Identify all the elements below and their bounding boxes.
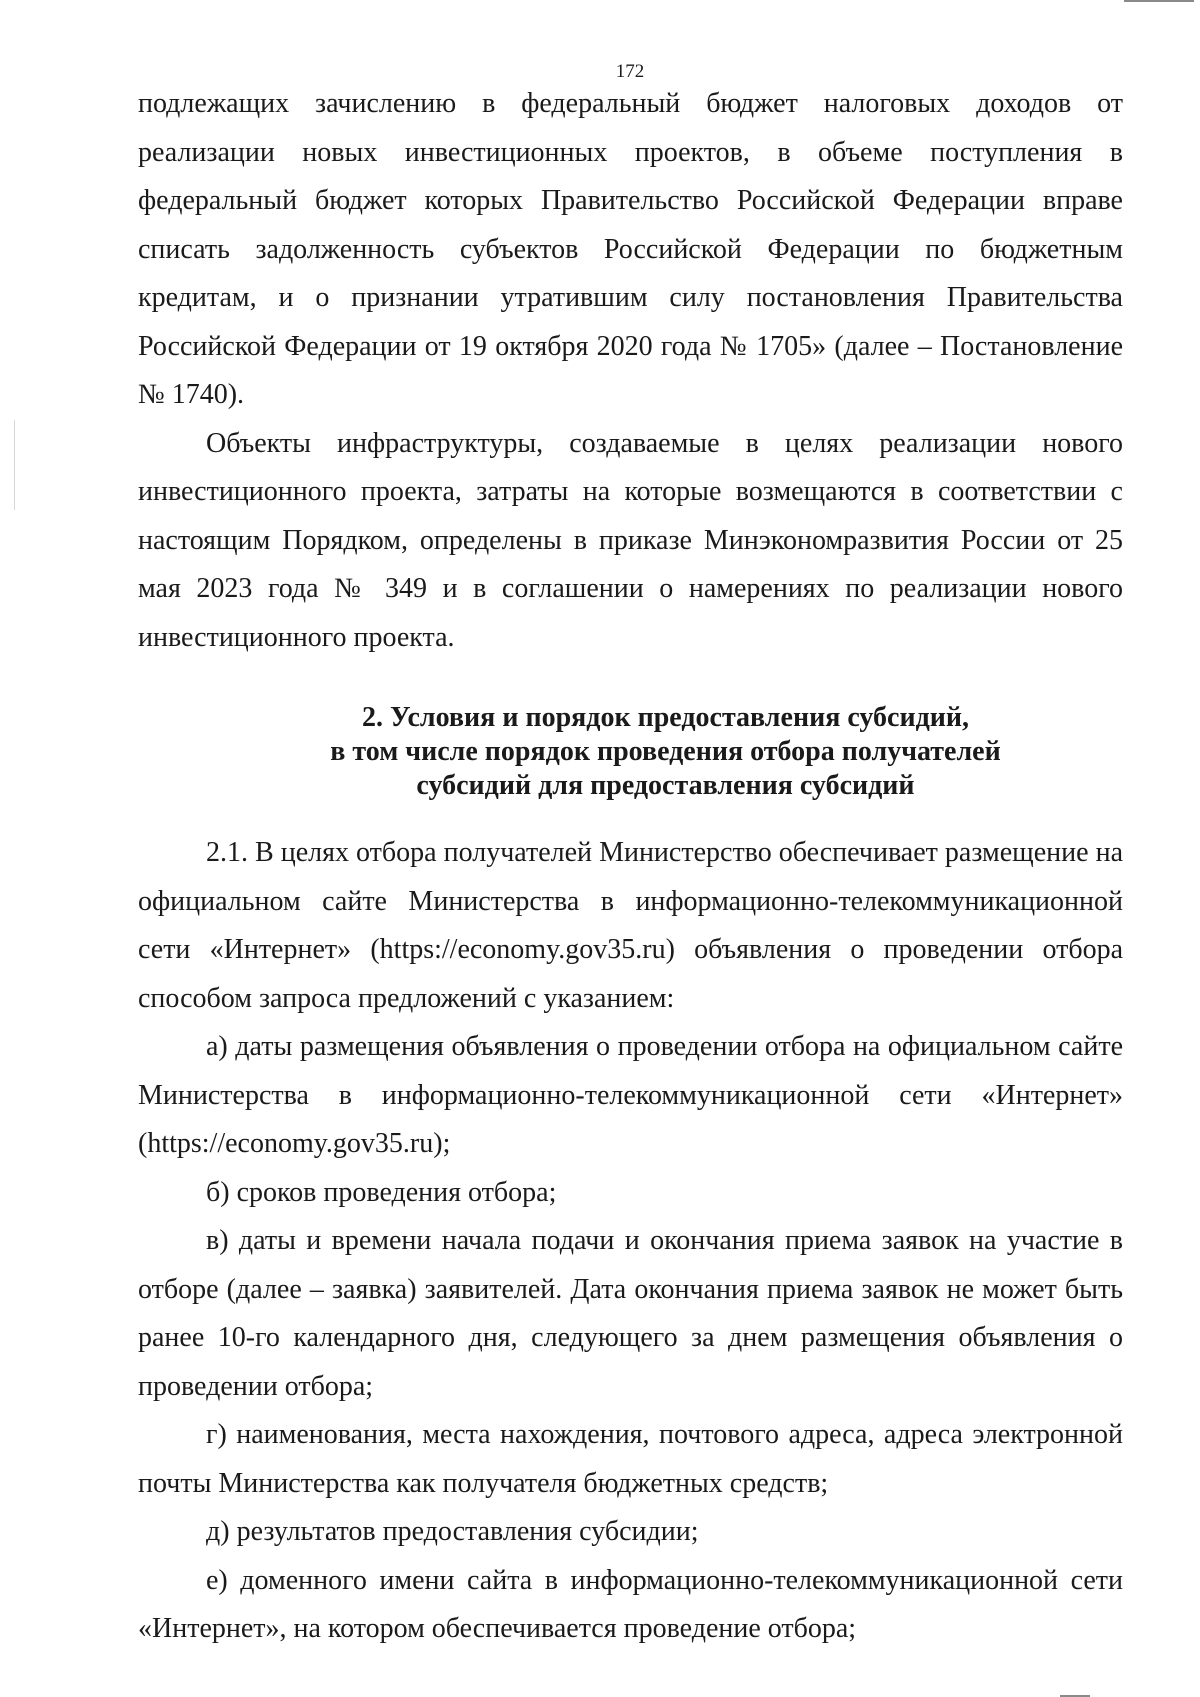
clause-b: б) сроков проведения отбора; bbox=[206, 1176, 557, 1208]
paragraph-continuation: подлежащих зачислению в федеральный бюджет налоговых доходов от реализации новых инвестиционных проектов, в объеме поступления в федеральный бюджет которых Правительство Российской Федерации вправе списать задолженность субъектов Российской Федерации по бюджетным кредитам, и о признании утратившим силу постановления Правительства Российской Федерации от 19 октября 2020 года № 1705» (далее – Постановление № 1740). bbox=[138, 88, 1123, 410]
clause-a: а) даты размещения объявления о проведении отбора на официальном сайте Министерства в информационно-телекоммуникационной сети «Интернет» (https://economy.gov35.ru); bbox=[138, 1031, 1123, 1159]
section-heading-line: субсидий для предоставления субсидий bbox=[416, 770, 915, 801]
clause-d: д) результатов предоставления субсидии; bbox=[206, 1516, 699, 1547]
document-body bbox=[138, 80, 1123, 1654]
clause-g: г) наименования, места нахождения, почтового адреса, адреса электронной почты Министерства как получателя бюджетных средств; bbox=[138, 1419, 1123, 1499]
section-heading-line: 2. Условия и порядок предоставления субсидий, bbox=[361, 702, 970, 733]
scan-mark-top-right bbox=[1124, 0, 1194, 2]
paragraph-infrastructure: Объекты инфраструктуры, создаваемые в целях реализации нового инвестиционного проекта, затраты на которые возмещаются в соответствии с настоящим Порядком, определены в приказе Минэкономразвития России от 25 мая 2023 года № 349 и в соглашении о намерениях по реализации нового инвестиционного проекта. bbox=[138, 427, 1123, 653]
section-heading-line: в том числе порядок проведения отбора получателей bbox=[330, 736, 1001, 767]
scan-mark-left-margin bbox=[14, 420, 15, 510]
clause-v: в) даты и времени начала подачи и окончания приема заявок на участие в отборе (далее – заявка) заявителей. Дата окончания приема заявок не может быть ранее 10-го календарного дня, следующего за днем размещения объявления о проведении отбора; bbox=[138, 1225, 1123, 1402]
clause-e: е) доменного имени сайта в информационно-телекоммуникационной сети «Интернет», на котором обеспечивается проведение отбора; bbox=[138, 1564, 1123, 1644]
clause-2-1: 2.1. В целях отбора получателей Министерство обеспечивает размещение на официальном сайте Министерства в информационно-телекоммуникационной сети «Интернет» (https://economy.gov35.ru) объявления о проведении отбора способом запроса предложений с указанием: bbox=[138, 837, 1123, 1014]
section-heading bbox=[138, 701, 1123, 803]
page-number: 172 bbox=[615, 61, 645, 82]
